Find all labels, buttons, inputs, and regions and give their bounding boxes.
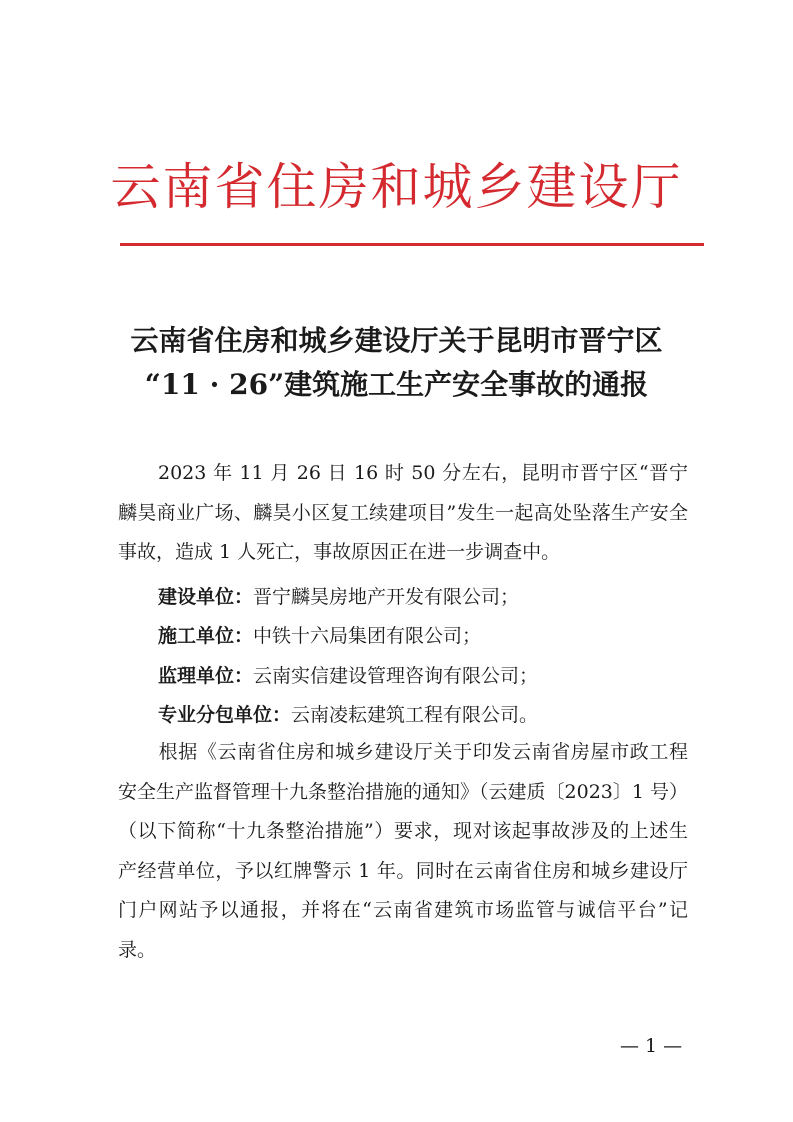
subcontractor-unit-label: 专业分包单位： xyxy=(158,704,292,726)
red-divider-line xyxy=(120,243,704,246)
document-title-line-1: 云南省住房和城乡建设厅关于昆明市晋宁区 xyxy=(130,324,663,357)
supervision-unit-value: 云南实信建设管理咨询有限公司； xyxy=(253,665,539,687)
accident-description-text: 2023 年 11 月 26 日 16 时 50 分左右，昆明市晋宁区“晋宁麟昊商业广场、麟昊小区复工续建项目”发生一起高处坠落生产安全事故，造成 1 人死亡，事故原因正在进一步调查中。 xyxy=(118,462,688,563)
subcontractor-unit-value: 云南凌耘建筑工程有限公司。 xyxy=(291,704,539,726)
builder-unit-label: 施工单位： xyxy=(158,625,254,647)
builder-unit-line xyxy=(158,616,698,656)
accident-description-paragraph xyxy=(118,454,688,573)
penalty-paragraph xyxy=(118,733,688,970)
page-number: — 1 — xyxy=(620,1035,683,1057)
supervision-unit-label: 监理单位： xyxy=(158,665,254,687)
construction-unit-value: 晋宁麟昊房地产开发有限公司； xyxy=(253,586,520,608)
construction-unit-line xyxy=(158,577,698,617)
document-title-line-2: “11 · 26”建筑施工生产安全事故的通报 xyxy=(144,368,649,401)
supervision-unit-line xyxy=(158,656,698,696)
construction-unit-label: 建设单位： xyxy=(158,586,254,608)
subcontractor-unit-line xyxy=(158,695,698,735)
issuing-organization-header: 云南省住房和城乡建设厅 xyxy=(110,158,683,216)
builder-unit-value: 中铁十六局集团有限公司； xyxy=(253,625,482,647)
penalty-text: 根据《云南省住房和城乡建设厅关于印发云南省房屋市政工程安全生产监督管理十九条整治措施的通知》（云建质〔2023〕1 号）（以下简称“十九条整治措施”）要求，现对该起事故涉及的上述生产经营单位，予以红牌警示 1 年。同时在云南省住房和城乡建设厅门户网站予以通报，并将在“云南省建筑市场监管与诚信平台”记录。 xyxy=(118,741,688,961)
